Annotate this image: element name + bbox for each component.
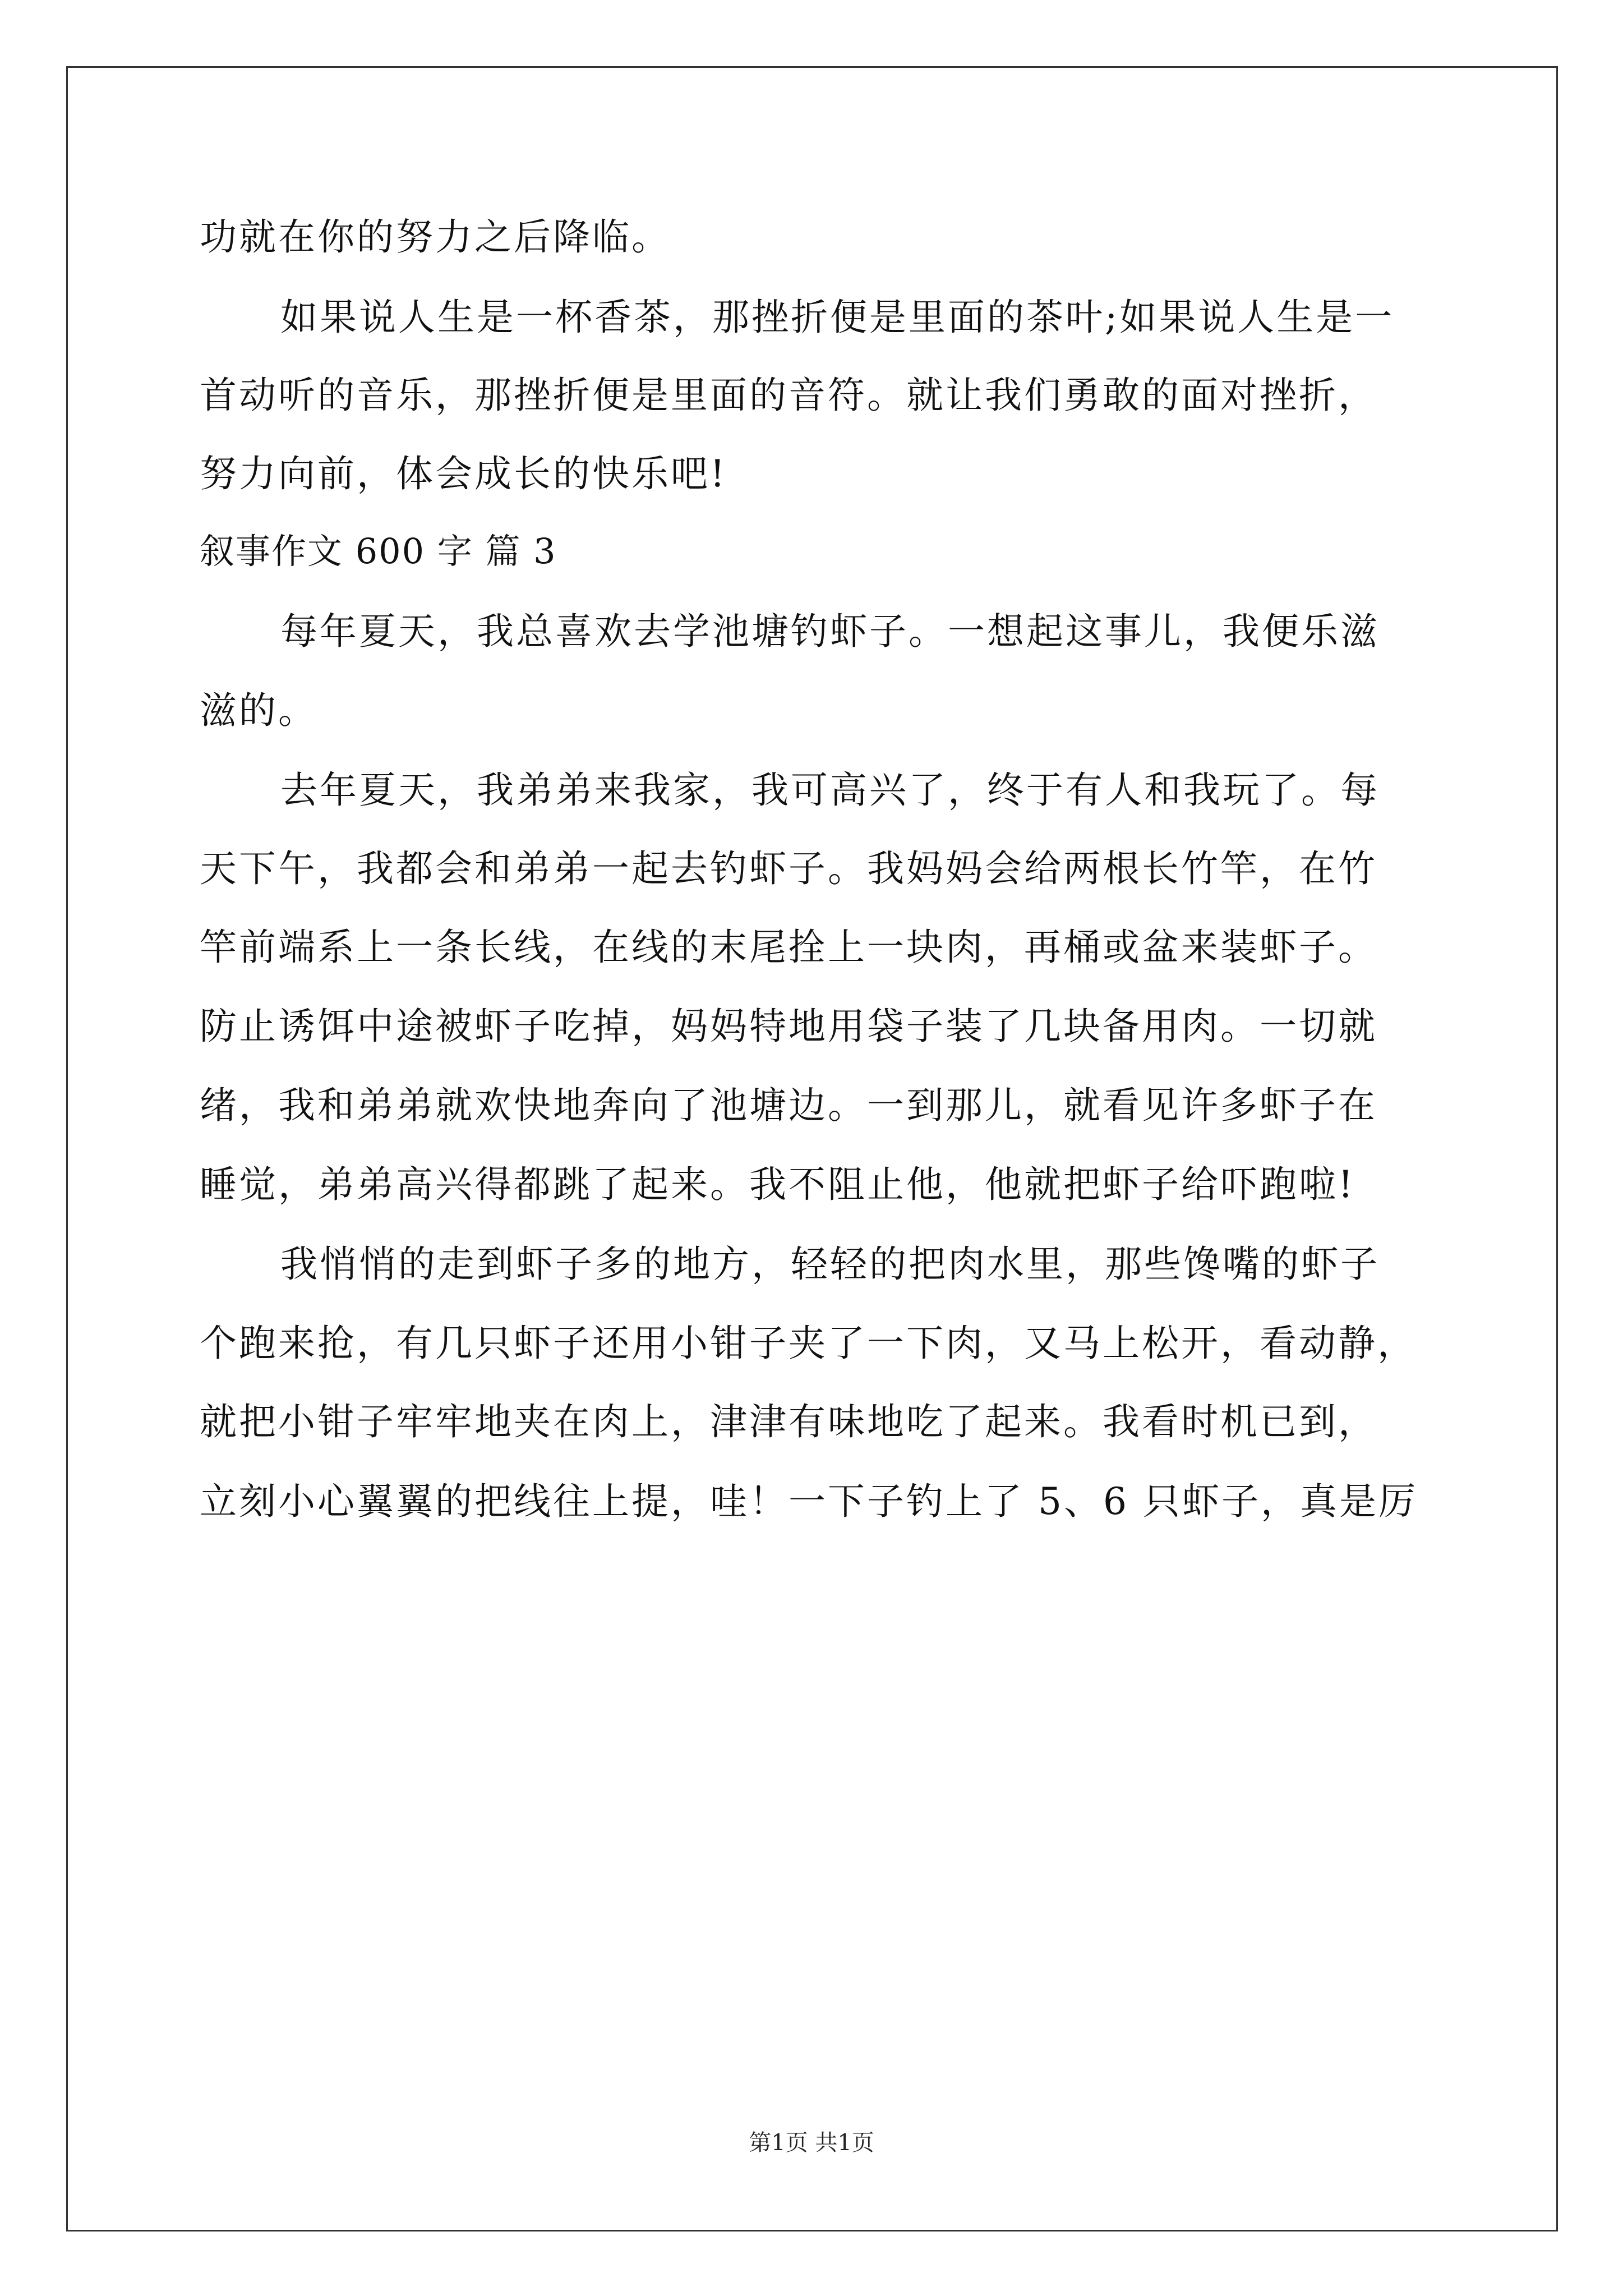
text-line-9: 竿前端系上一条长线，在线的末尾拴上一块肉，再桶或盆来装虾子。 <box>200 926 1377 969</box>
text-line-13: 我悄悄的走到虾子多的地方，轻轻的把肉水里，那些馋嘴的虾子 <box>280 1243 1380 1286</box>
text-line-10: 防止诱饵中途被虾子吃掉，妈妈特地用袋子装了几块备用肉。一切就 <box>200 1005 1377 1048</box>
text-line-5: 每年夏天，我总喜欢去学池塘钓虾子。一想起这事儿，我便乐滋 <box>280 610 1380 653</box>
text-line-1: 功就在你的努力之后降临。 <box>200 215 671 259</box>
text-line-6: 滋的。 <box>200 689 317 732</box>
text-line-14: 个跑来抢，有几只虾子还用小钳子夹了一下肉，又马上松开，看动静， <box>200 1322 1417 1365</box>
text-line-16: 立刻小心翼翼的把线往上提，哇！一下子钓上了 5、6 只虾子，真是厉 <box>200 1480 1418 1523</box>
page-number-footer: 第1页 共1页 <box>749 2130 874 2156</box>
text-line-2: 如果说人生是一杯香茶，那挫折便是里面的茶叶;如果说人生是一 <box>280 296 1395 339</box>
text-line-12: 睡觉，弟弟高兴得都跳了起来。我不阻止他，他就把虾子给吓跑啦! <box>200 1163 1355 1206</box>
text-line-15: 就把小钳子牢牢地夹在肉上，津津有味地吃了起来。我看时机已到， <box>200 1400 1377 1443</box>
text-line-11: 绪，我和弟弟就欢快地奔向了池塘边。一到那儿，就看见许多虾子在 <box>200 1084 1377 1127</box>
section-heading: 叙事作文 600 字 篇 3 <box>200 531 557 572</box>
text-line-7: 去年夏天，我弟弟来我家，我可高兴了，终于有人和我玩了。每 <box>280 769 1380 812</box>
text-line-4: 努力向前，体会成长的快乐吧! <box>200 452 727 495</box>
text-line-3: 首动听的音乐，那挫折便是里面的音符。就让我们勇敢的面对挫折， <box>200 374 1377 417</box>
text-line-8: 天下午，我都会和弟弟一起去钓虾子。我妈妈会给两根长竹竿，在竹 <box>200 847 1377 890</box>
